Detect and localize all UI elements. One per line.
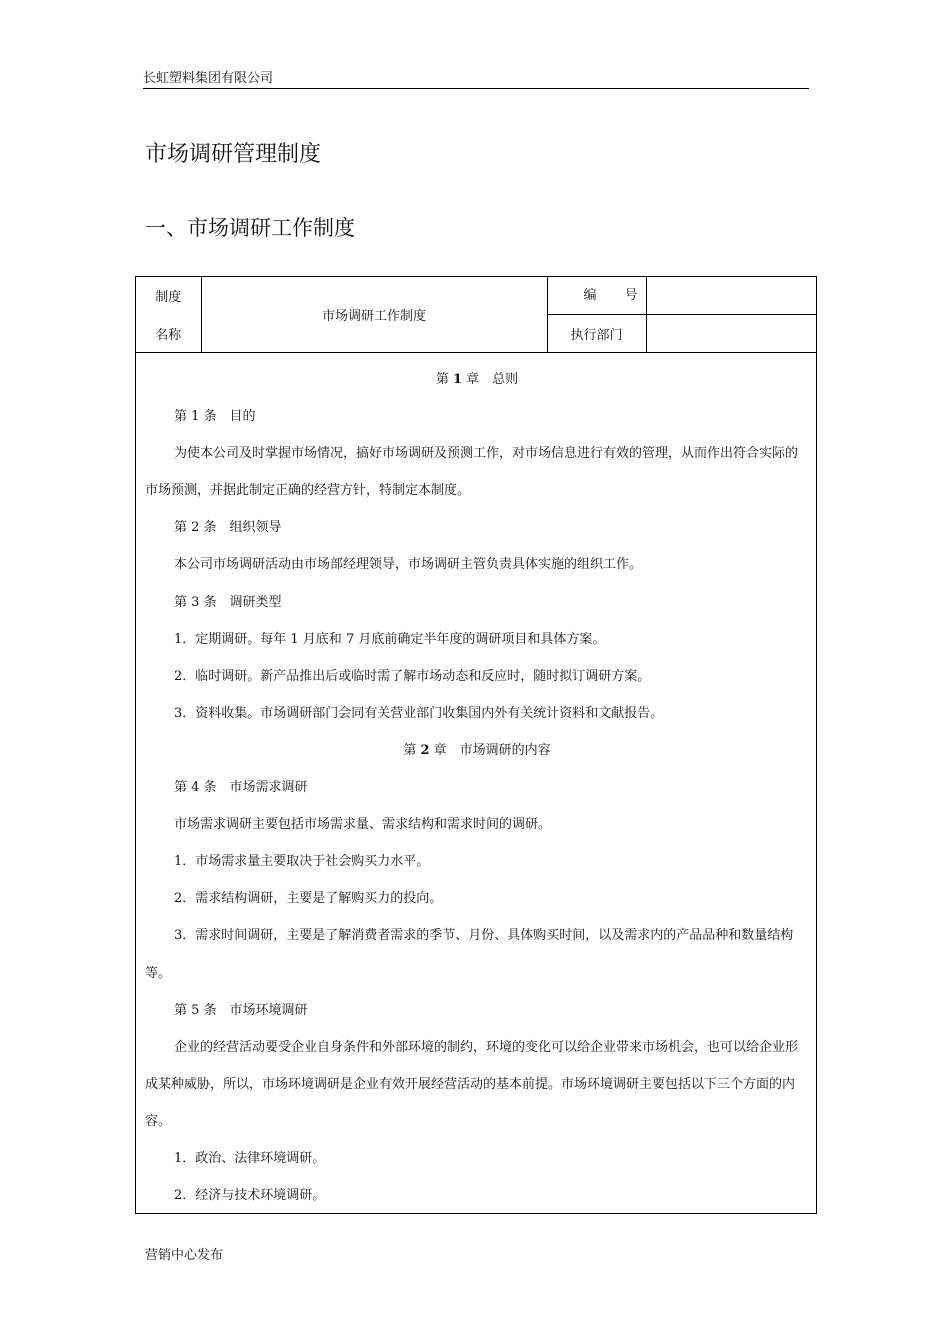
- number-label-cell: [547, 277, 666, 315]
- article-5-item-2: 2．经济与技术环境调研。: [174, 1188, 326, 1204]
- article-1-text: 为使本公司及时掌握市场情况，搞好市场调研及预测工作，对市场信息进行有效的管理，从而作出符合实际的市场预测，并据此制定正确的经营方针，特制定本制度。: [145, 446, 799, 499]
- article-1-heading: 第 1 条 目的: [174, 409, 256, 425]
- article-4-text: 市场需求调研主要包括市场需求量、需求结构和需求时间的调研。: [174, 817, 552, 833]
- article-2-text: 本公司市场调研活动由市场部经理领导，市场调研主管负责具体实施的组织工作。: [174, 557, 643, 573]
- article-5-heading: 第 5 条 市场环境调研: [174, 1002, 308, 1018]
- chapter-1-heading: 第 1 章 总则: [435, 372, 519, 387]
- publisher-footer: 营销中心发布: [145, 1248, 224, 1263]
- document-title: 市场调研管理制度: [145, 142, 322, 167]
- article-4-item-1: 1．市场需求量主要取决于社会购买力水平。: [174, 854, 430, 870]
- article-3-item-2: 2．临时调研。新产品推出后或临时需了解市场动态和反应时，随时拟订调研方案。: [174, 668, 651, 684]
- chapter-2-heading: 第 2 章 市场调研的内容: [403, 742, 551, 758]
- name-label-cell: [136, 277, 201, 353]
- article-3-item-3: 3．资料收集。市场调研部门会同有关营业部门收集国内外有关统计资料和文献报告。: [174, 705, 664, 721]
- name-value-cell: 市场调研工作制度: [201, 277, 547, 353]
- article-5-text: 企业的经营活动要受企业自身条件和外部环境的制约，环境的变化可以给企业带来市场机会，也可以给企业形成某种威胁，所以，市场环境调研是企业有效开展经营活动的基本前提。市场环境调研主要包括以下三个方面的内容。: [145, 1039, 799, 1129]
- name-label-line1: 制度: [155, 290, 182, 306]
- article-4-item-3: 3．需求时间调研，主要是了解消费者需求的季节、月份、具体购买时间，以及需求内的产品品种和数量结构等。: [145, 928, 794, 981]
- name-label-line2: 名称: [155, 327, 182, 343]
- article-3-heading: 第 3 条 调研类型: [174, 594, 282, 610]
- meta-table: [136, 277, 816, 353]
- section-title: 一、市场调研工作制度: [145, 216, 355, 240]
- article-5-item-1: 1．政治、法律环境调研。: [174, 1150, 326, 1166]
- number-label: 编号: [583, 288, 666, 303]
- article-4-heading: 第 4 条 市场需求调研: [174, 780, 308, 796]
- article-2-heading: 第 2 条 组织领导: [174, 520, 282, 536]
- company-header: 长虹塑料集团有限公司: [143, 70, 809, 89]
- dept-value-cell: [646, 315, 816, 353]
- regulation-frame: [135, 276, 817, 1214]
- dept-label-cell: 执行部门: [547, 315, 646, 353]
- article-3-item-1: 1．定期调研。每年 1 月底和 7 月底前确定半年度的调研项目和具体方案。: [174, 631, 606, 647]
- regulation-body: [145, 361, 809, 1214]
- article-4-item-2: 2．需求结构调研，主要是了解购买力的投向。: [174, 891, 443, 907]
